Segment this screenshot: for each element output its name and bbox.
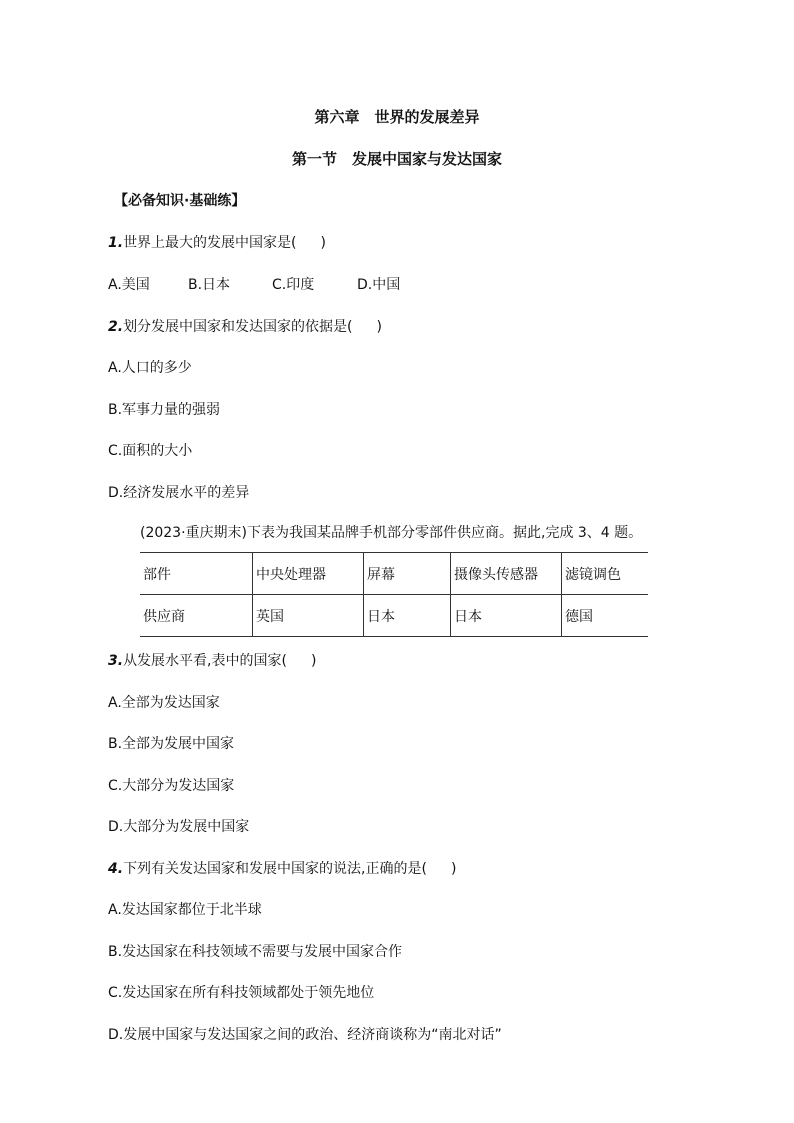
table-cell: 摄像头传感器 (451, 553, 562, 595)
question-1-options (108, 274, 400, 294)
question-number: 2. (108, 319, 124, 335)
option-c: C.印度 (272, 277, 315, 293)
question-2 (108, 316, 382, 336)
material-context: (2023·重庆期末)下表为我国某品牌手机部分零部件供应商。据此,完成 3、4 题。 (140, 525, 643, 541)
option-a: A.发达国家都位于北半球 (108, 902, 262, 918)
question-text: 世界上最大的发展中国家是( (123, 235, 297, 251)
question-text: 划分发展中国家和发达国家的依据是( (123, 319, 353, 335)
question-number: 1. (108, 235, 124, 251)
option-b: B.军事力量的强弱 (108, 402, 221, 418)
table-cell: 中央处理器 (253, 553, 364, 595)
table-cell: 屏幕 (364, 553, 451, 595)
question-4 (108, 858, 456, 878)
option-a: A.美国 (108, 277, 150, 293)
section-tag: 【必备知识·基础练】 (114, 193, 246, 209)
question-text: 从发展水平看,表中的国家( (123, 653, 287, 669)
question-close-paren: ) (376, 319, 382, 335)
table-row (140, 553, 648, 595)
table-cell: 部件 (140, 553, 253, 595)
question-3 (108, 650, 316, 670)
table-row (140, 595, 648, 637)
question-text: 下列有关发达国家和发展中国家的说法,正确的是( (123, 861, 427, 877)
table-cell: 英国 (253, 595, 364, 637)
option-d: D.中国 (357, 277, 401, 293)
question-number: 4. (108, 861, 124, 877)
table-cell: 德国 (562, 595, 649, 637)
table-cell: 供应商 (140, 595, 253, 637)
option-b: B.全部为发展中国家 (108, 736, 235, 752)
section-title: 第一节 发展中国家与发达国家 (291, 150, 502, 168)
option-a: A.全部为发达国家 (108, 695, 220, 711)
option-b: B.发达国家在科技领域不需要与发展中国家合作 (108, 944, 403, 960)
option-b: B.日本 (188, 277, 231, 293)
option-c: C.大部分为发达国家 (108, 778, 235, 794)
option-d: D.发展中国家与发达国家之间的政治、经济商谈称为“南北对话” (108, 1027, 502, 1043)
table-cell: 滤镜调色 (562, 553, 649, 595)
question-number: 3. (108, 653, 124, 669)
question-close-paren: ) (320, 235, 326, 251)
option-a: A.人口的多少 (108, 360, 192, 376)
option-d: D.经济发展水平的差异 (108, 485, 250, 501)
question-close-paren: ) (310, 653, 317, 669)
table-cell: 日本 (364, 595, 451, 637)
option-d: D.大部分为发展中国家 (108, 819, 250, 835)
question-1 (108, 232, 326, 252)
table-cell: 日本 (451, 595, 562, 637)
chapter-title: 第六章 世界的发展差异 (314, 108, 480, 126)
supplier-table (140, 552, 648, 637)
option-c: C.发达国家在所有科技领域都处于领先地位 (108, 985, 375, 1001)
question-close-paren: ) (450, 861, 457, 877)
option-c: C.面积的大小 (108, 443, 193, 459)
